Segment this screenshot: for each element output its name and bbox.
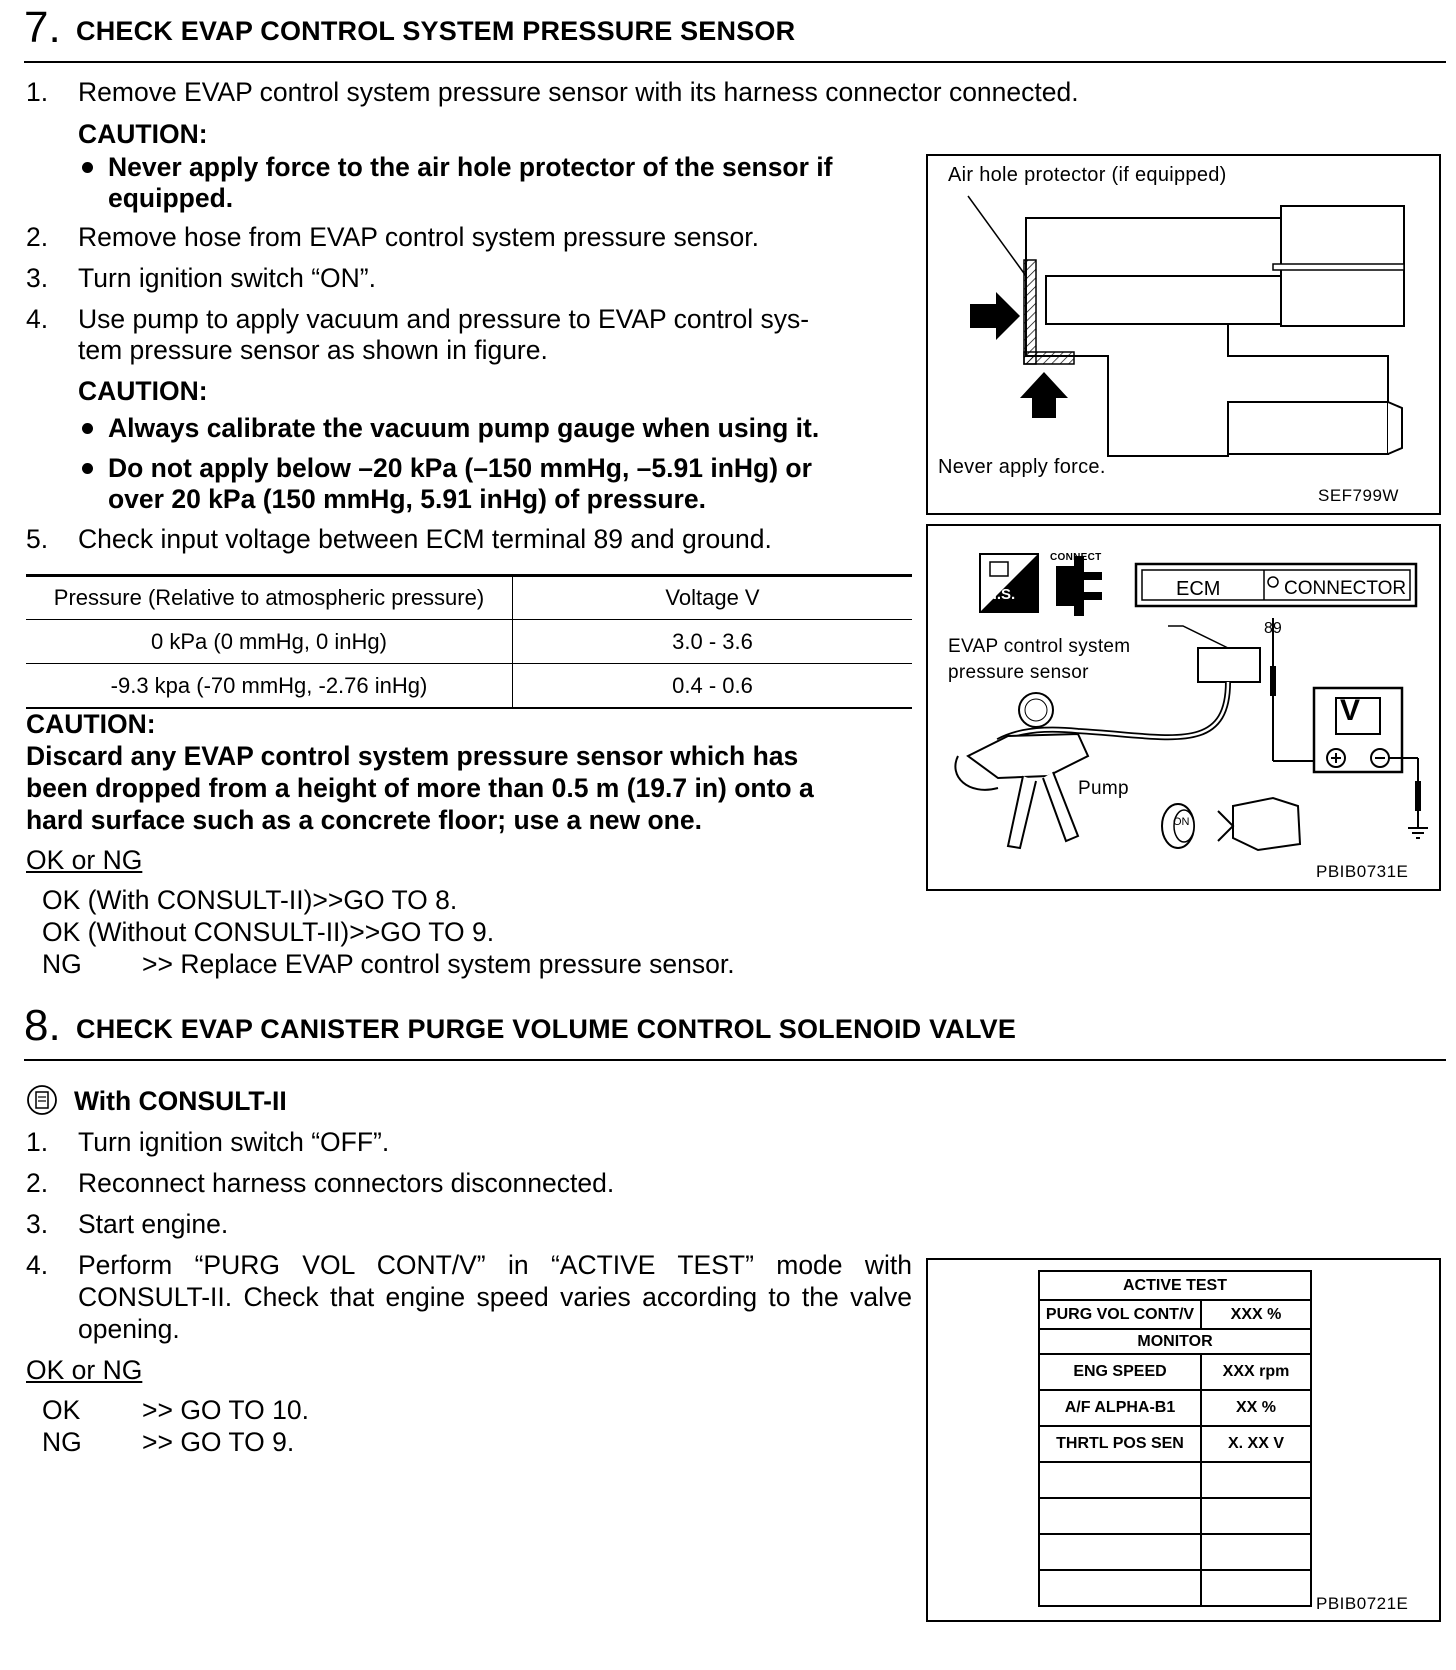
connect-plug-icon [1056,556,1084,616]
empty-cell [1039,1570,1201,1606]
caution-label: CAUTION: [78,376,208,406]
bullet [82,423,93,434]
pressure-sensor-icon [1198,648,1260,682]
empty-cell [1201,1498,1311,1534]
result-ok-text: >> GO TO 10. [142,1395,309,1425]
step-8-item-2: Reconnect harness connectors disconnected. [78,1168,615,1198]
item-number: 1. [26,1127,49,1157]
connect-label: CONNECT [1050,552,1102,563]
item-number: 2. [26,1168,49,1198]
caution-3-line-3: hard surface such as a concrete floor; use a new one. [26,805,702,835]
engine-icon [1233,798,1300,850]
step-7-number: 7. [24,3,61,52]
table-cell: 0 kPa (0 mmHg, 0 inHg) [151,628,387,654]
empty-cell [1201,1534,1311,1570]
table-row [26,664,912,709]
step-7-item-2: Remove hose from EVAP control system pressure sensor. [78,222,759,252]
figure-code: PBIB0731E [1316,862,1409,881]
caution-3-line-1: Discard any EVAP control system pressure sensor which has [26,741,799,771]
sensor-label-line-2: pressure sensor [948,662,1089,683]
step-8-title: CHECK EVAP CANISTER PURGE VOLUME CONTROL SOLENOID VALVE [76,1014,1017,1044]
pressure-voltage-table [26,576,912,709]
caution-2-bullet-2-line-2: over 20 kPa (150 mmHg, 5.91 inHg) of pressure. [108,484,706,514]
monitor-heading: MONITOR [1039,1329,1311,1354]
item-number: 3. [26,1209,49,1239]
ok-or-ng-heading: OK or NG [26,845,143,875]
pump-label: Pump [1078,778,1129,799]
table-header-pressure: Pressure (Relative to atmospheric pressure) [53,584,485,610]
step-8-item-1: Turn ignition switch “OFF”. [78,1127,390,1157]
step-7-item-5: Check input voltage between ECM terminal 89 and ground. [78,524,772,554]
table-cell: 3.0 - 3.6 [513,620,913,664]
hs-label: H.S. [986,586,1016,603]
item-number: 5. [26,524,49,554]
monitor-item-label: A/F ALPHA-B1 [1039,1390,1201,1426]
sensor-label-line-1: EVAP control system [948,636,1131,657]
step-8-number: 8. [24,1001,61,1050]
connection-figure [926,524,1441,891]
monitor-item-value: X. XX V [1201,1426,1311,1462]
caution-label: CAUTION: [78,119,208,149]
monitor-item-value: XX % [1201,1390,1311,1426]
step-8-item-3: Start engine. [78,1209,229,1239]
key-on-label: ON [1173,816,1190,828]
caution-3-line-2: been dropped from a height of more than 0.5 m (19.7 in) onto a [26,773,814,803]
active-test-figure [926,1258,1441,1622]
step-7-item-4-line-2: tem pressure sensor as shown in figure. [78,335,548,365]
active-test-screen [1038,1270,1312,1607]
ecm-label: ECM [1176,578,1221,600]
result-ng-label: NG [42,1427,82,1457]
monitor-item-value: XXX rpm [1201,1354,1311,1390]
monitor-item-label: ENG SPEED [1039,1354,1201,1390]
table-row [26,620,912,664]
step-7-rule [24,61,1446,63]
item-number: 1. [26,77,49,107]
purg-vol-label: PURG VOL CONT/V [1039,1300,1201,1329]
result-ng-text: >> GO TO 9. [142,1427,295,1457]
active-test-heading: ACTIVE TEST [1039,1271,1311,1300]
caution-1-line-2: equipped. [108,183,234,213]
monitor-item-label: THRTL POS SEN [1039,1426,1201,1462]
step-8-item-4: Perform “PURG VOL CONT/V” in “ACTIVE TEST” mode with CONSULT-II. Check that engine speed varies according to the valve opening. [78,1250,912,1344]
air-hole-protector-label: Air hole protector (if equipped) [948,164,1227,186]
empty-cell [1201,1570,1311,1606]
connector-label: CONNECTOR [1284,578,1407,599]
figure-code: SEF799W [1318,486,1399,505]
empty-cell [1201,1462,1311,1498]
step-7-item-4-line-1: Use pump to apply vacuum and pressure to EVAP control sys- [78,304,810,334]
pump-icon [968,734,1088,778]
sensor-figure [926,154,1441,515]
caution-1-line-1: Never apply force to the air hole protector of the sensor if [108,152,833,182]
empty-cell [1039,1534,1201,1570]
table-cell: -9.3 kpa (-70 mmHg, -2.76 inHg) [110,672,428,698]
with-consult-heading: With CONSULT-II [74,1086,287,1116]
caution-2-bullet-2-line-1: Do not apply below –20 kPa (–150 mmHg, –5.91 inHg) or [108,453,812,483]
never-apply-force-label: Never apply force. [938,456,1106,478]
step-8-rule [24,1059,1446,1061]
item-number: 4. [26,304,49,334]
table-header-voltage: Voltage V [513,576,913,620]
step-7-item-1: Remove EVAP control system pressure sensor with its harness connector connected. [78,77,1079,107]
result-ok-label: OK [42,1395,81,1425]
result-ng-label: NG [42,949,82,979]
table-cell: 0.4 - 0.6 [513,664,913,709]
force-arrow-right-icon [970,292,1020,340]
result-ng-text: >> Replace EVAP control system pressure sensor. [142,949,735,979]
item-number: 2. [26,222,49,252]
empty-cell [1039,1462,1201,1498]
ok-or-ng-heading: OK or NG [26,1355,143,1385]
force-arrow-up-icon [1020,372,1068,418]
purg-vol-value: XXX % [1201,1300,1311,1329]
bullet [82,162,93,173]
result-ok-without-consult: OK (Without CONSULT-II)>>GO TO 9. [42,917,495,947]
caution-2-bullet-1: Always calibrate the vacuum pump gauge when using it. [108,413,820,443]
bullet [82,463,93,474]
consult-icon [26,1084,58,1116]
terminal-89-label: 89 [1264,620,1282,637]
empty-cell [1039,1498,1201,1534]
item-number: 3. [26,263,49,293]
pump-gauge-icon [1019,693,1053,727]
caution-label: CAUTION: [26,709,156,739]
step-7-item-3: Turn ignition switch “ON”. [78,263,376,293]
figure-code: PBIB0721E [1316,1594,1409,1613]
table-header-row [26,576,912,620]
result-ok-with-consult: OK (With CONSULT-II)>>GO TO 8. [42,885,458,915]
voltmeter-label: V [1340,694,1361,727]
item-number: 4. [26,1250,49,1280]
step-7-title: CHECK EVAP CONTROL SYSTEM PRESSURE SENSOR [76,16,796,46]
